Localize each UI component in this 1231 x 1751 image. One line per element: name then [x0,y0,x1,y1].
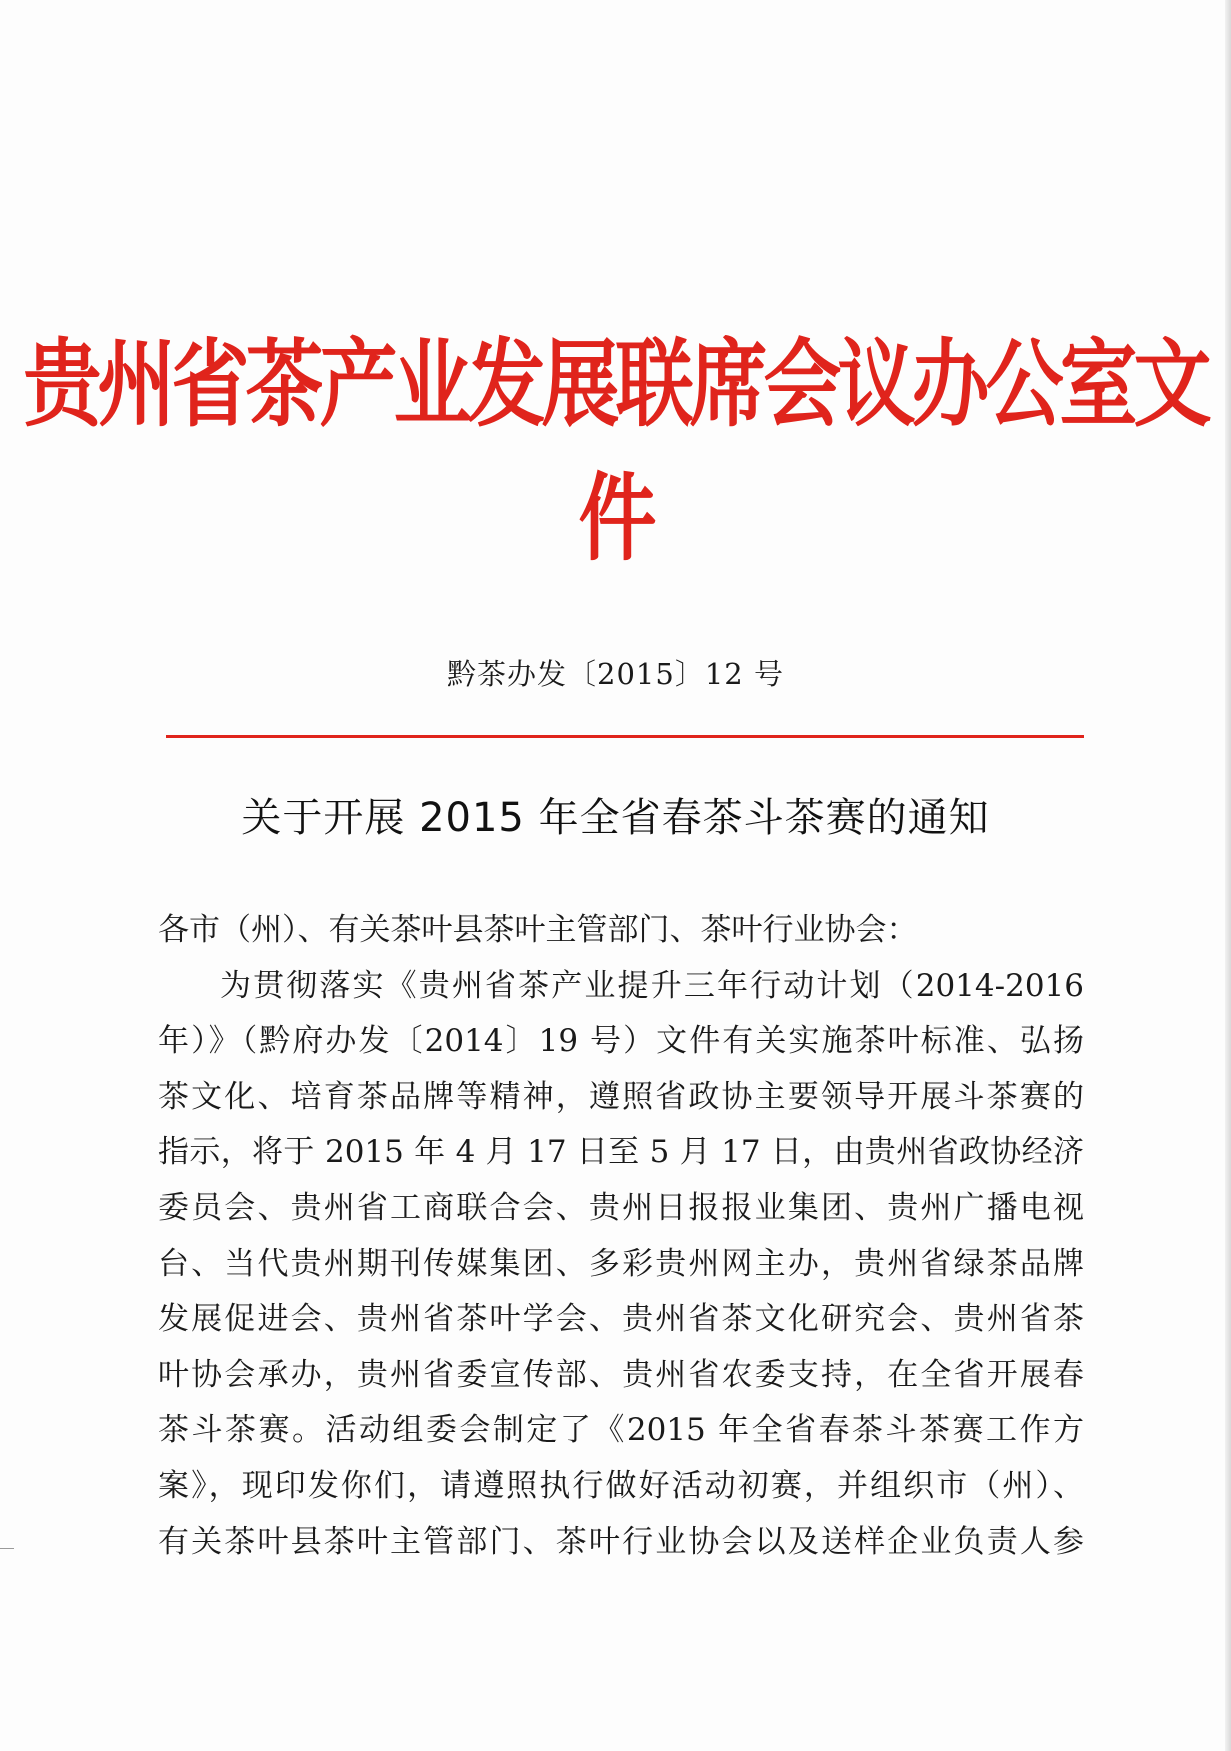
notice-title: 关于开展 2015 年全省春茶斗茶赛的通知 [241,795,990,841]
body-line: 台、当代贵州期刊传媒集团、多彩贵州网主办，贵州省绿茶品牌 [158,1245,1084,1282]
body-line: 指示，将于 2015 年 4 月 17 日至 5 月 17 日，由贵州省政协经济 [158,1134,1084,1171]
body-line: 委员会、贵州省工商联合会、贵州日报报业集团、贵州广播电视 [158,1189,1084,1226]
scan-edge-shadow [1225,0,1231,1751]
body-line: 年）》（黔府办发〔2014〕19 号）文件有关实施茶叶标准、弘扬 [158,1023,1084,1060]
red-separator-line [166,735,1084,738]
body-line: 茶文化、培育茶品牌等精神，遵照省政协主要领导开展斗茶赛的 [158,1078,1084,1115]
body-line: 茶斗茶赛。活动组委会制定了《2015 年全省春茶斗茶赛工作方 [158,1412,1084,1449]
scan-margin-mark [0,1548,14,1549]
document-number: 黔茶办发〔2015〕12 号 [447,657,784,691]
body-line: 叶协会承办，贵州省委宣传部、贵州省农委支持，在全省开展春 [158,1356,1084,1393]
salutation-line: 各市（州）、有关茶叶县茶叶主管部门、茶叶行业协会： [158,912,918,948]
notice-body [158,903,1084,1570]
body-line: 案》，现印发你们，请遵照执行做好活动初赛，并组织市（州）、 [158,1467,1084,1504]
body-line: 发展促进会、贵州省茶叶学会、贵州省茶文化研究会、贵州省茶 [158,1301,1084,1338]
body-line: 为贯彻落实《贵州省茶产业提升三年行动计划（2014-2016 [220,967,1084,1004]
body-line: 有关茶叶县茶叶主管部门、茶叶行业协会以及送样企业负责人参 [158,1523,1084,1560]
issuer-header-title: 贵州省茶产业发展联席会议办公室文件 [23,328,1208,575]
